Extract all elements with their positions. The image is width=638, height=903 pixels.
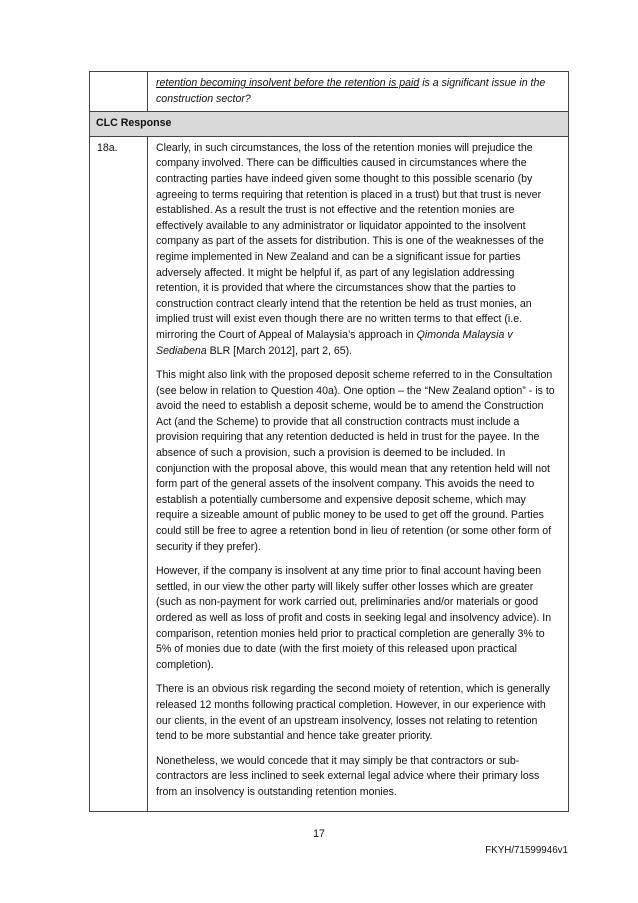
- response-paragraph-4: There is an obvious risk regarding the second moiety of retention, which is generally released 12 months following practical completion. However, in our experience with our clients, in the event of an upstream insolvency, losses not relating to retention tend to be more substantial and hence take greater priority.: [156, 683, 550, 743]
- paragraph-1-text-b: BLR [March 2012], part 2, 65).: [206, 344, 353, 357]
- question-underlined-text: retention becoming insolvent before the retention is paid: [156, 77, 420, 89]
- section-header-row: [90, 112, 569, 137]
- question-row: [90, 72, 569, 112]
- response-paragraph-3: However, if the company is insolvent at any time prior to final account having been settled, in our view the other party will likely suffer other losses which are greater (such as non-payment for work carried out, preliminaries and/or materials or good ordered as well as loss of profit and costs in seeking legal and insolvency advice). In comparison, retention monies held prior to practical completion are generally 3% to 5% of monies due to date (with the first moiety of this released upon practical completion).: [156, 565, 552, 671]
- question-number-cell: [90, 72, 148, 112]
- question-text: [148, 72, 569, 112]
- paragraph-1-text-a: Clearly, in such circumstances, the loss of the retention monies will prejudice the company involved. There can be difficulties caused in circumstances where the contracting parties have indeed given some thought to this possible scenario (by agreeing to terms requiring that retention is placed in a trust) but that trust is never established. As a result the trust is not effective and the retention monies are effectively available to any administrator or liquidator appointed to the insolvent company as part of the assets for distribution. This is one of the weaknesses of the regime implemented in New Zealand and can be a significant issue for parties adversely affected. It might be helpful if, as part of any legislation addressing retention, it is provided that where the circumstances show that the parties to construction contract clearly intend that the retention be held as trust monies, an implied trust will exist even though there are no written terms to that effect (i.e. mirroring the Court of Appeal of Malaysia’s approach in: [156, 141, 544, 341]
- document-reference: FKYH/71599946v1: [485, 845, 568, 856]
- response-paragraph-2: This might also link with the proposed deposit scheme referred to in the Consultation (see below in relation to Question 40a). One option – the “New Zealand option” - is to avoid the need to establish a deposit scheme, would be to amend the Construction Act (and the Scheme) to provide that all construction contracts must include a provision requiring that any retention deducted is held in trust for the payee. In the absence of such a provision, such a provision is deemed to be included. In conjunction with the proposal above, this would mean that any retention held will not form part of the general assets of the insolvent company. This avoids the need to establish a potentially cumbersome and expensive deposit scheme, which may require a sizeable amount of public money to be used to get off the ground. Parties could still be free to agree a retention bond in lieu of retention (or some other form of security if they prefer).: [156, 369, 555, 553]
- case-name: Qimonda Malaysia v Sediabena: [156, 328, 513, 357]
- section-header: CLC Response: [90, 112, 569, 137]
- page-number: 17: [313, 828, 325, 840]
- response-row: [90, 136, 569, 811]
- question-rest-text: is a significant issue in the construction sector?: [156, 77, 546, 105]
- response-table: [89, 71, 569, 812]
- response-paragraph-5: Nonetheless, we would concede that it may simply be that contractors or sub-contractors are less inclined to seek external legal advice where their primary loss from an insolvency is outstanding retention monies.: [156, 754, 540, 798]
- response-paragraph-1: [156, 141, 560, 359]
- response-number: 18a.: [90, 136, 148, 811]
- response-text: [148, 136, 569, 811]
